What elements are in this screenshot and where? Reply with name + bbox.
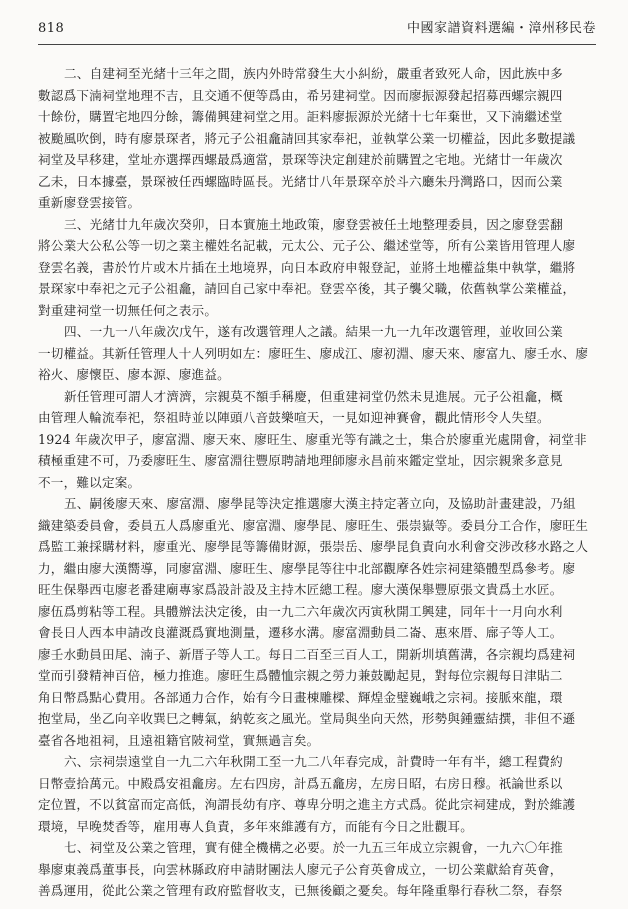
text-line: 景琛家中奉祀之元子公祖龕，請回自己家中奉祀。登雲卒後，其子襲父職，依舊執掌公業權益， [38,281,576,296]
text-line: 臺省各地祖祠，且遠祖籍官陂祠堂，實無過言矣。 [38,732,320,748]
page-number: 818 [38,21,65,36]
text-line: 七、祠堂及公業之管理，實有健全機構之必要。於一九五三年成立宗親會，一九六〇年推 [64,840,563,855]
text-line: 裕火、廖懷臣、廖本源、廖進益。 [38,367,230,382]
text-line: 四、一九一八年歲次戊午，遂有改選管理人之議。結果一九一九年改選管理，並收回公業 [64,324,563,339]
text-line: 登雲名義，書於竹片或木片插在土地境界，向日本政府申報登記，並將土地權益集中執掌，繼將 [38,259,576,275]
text-line: 力，繼由廖大漢嚮導，同廖富淵、廖旺生、廖學昆等往中北部觀摩各姓宗祠建築體型爲參考。廖 [38,560,576,576]
text-line: 祠堂及早移建，堂址亦選擇西螺最爲適當，景琛等決定創建於前購置之宅地。光緒廿一年歲次 [38,152,563,167]
text-line: 1924 年歲次甲子，廖富淵、廖天來、廖旺生、廖重光等有識之士，集合於廖重光處開會，祠堂非 [38,431,587,447]
text-line: 對重建祠堂一切無任何之表示。 [38,302,218,318]
text-line: 爲監工兼採購材料，廖重光、廖學昆等籌備財源，張崇岳、廖學昆負責向水利會交涉改移水路之人 [38,539,589,554]
text-line: 廖壬水動員田尾、湳子、新厝子等人工。每日二百至三百人工，開新圳填舊溝，各宗親均爲建祠 [38,646,576,662]
text-line: 三、光緒廿九年歲次癸卯，日本實施土地政策，廖登雲被任土地整理委員，因之廖登雲翻 [64,216,563,232]
text-line: 不一，難以定案。 [38,474,141,490]
text-line: 日幣壹拾萬元。中殿爲安祖龕房。左右四房，計爲五龕房，左房日昭，右房日穆。祇論世系以 [38,775,563,791]
text-line: 五、嗣後廖天來、廖富淵、廖學昆等決定推選廖大漢主持定著立向，及協助計畫建設，乃組 [64,496,576,511]
text-line: 由管理人輪流奉祀，祭祖時並以陣頭八音鼓樂喧天，一見如迎神賽會，觀此情形令人失望。 [38,410,550,425]
text-line: 舉廖東義爲董事長，向雲林縣政府申請財團法人廖元子公育英會成立，一切公業獻給育英會， [38,861,563,877]
text-line: 定位置，不以貧富而定高低，洵謂長幼有序、尊卑分明之進主方式爲。從此宗祠建成，對於維護 [38,797,576,812]
running-title: 中國家譜資料選編・漳州移民卷 [406,21,596,36]
text-line: 抱堂局，坐乙向辛收巽巳之轉氣，納乾亥之風光。堂局與坐向天然，形勢與鍾靈結撰，非但不遜 [38,711,576,726]
text-line: 六、宗祠崇遠堂自一九二六年秋開工至一九二八年春完成，計費時一年有半，總工程費約 [64,754,563,769]
text-line: 會長日人西本申請改良灌溉爲實地測量，遷移水溝。廖富淵動員二崙、惠來厝、廍子等人工。 [38,625,563,640]
header-rule [38,44,596,45]
text-line: 十餘份，購置宅地四分餘，籌備興建祠堂之用。詎料廖振源於光緒十七年棄世，又下湳繼述堂 [38,109,563,124]
text-line: 二、自建祠至光緒十三年之間，族内外時常發生大小糾紛，嚴重者致死人命，因此族中多 [64,66,563,81]
text-line: 織建築委員會，委員五人爲廖重光、廖富淵、廖學昆、廖旺生、張崇嶽等。委員分工合作，廖旺生 [38,517,589,533]
text-line: 角日幣爲點心費用。各部通力合作，始有今日畫棟雕樑、輝煌金璧巍峨之宗祠。接脈來龍，環 [38,689,563,705]
page-header [38,18,596,40]
text-line: 新任管理可謂人才濟濟，宗親莫不額手稱慶，但重建祠堂仍然未見進展。元子公祖龕，概 [64,388,563,404]
text-line: 積極重建不可，乃委廖旺生、廖富淵往豐原聘請地理師廖永昌前來鑑定堂址，因宗親衆多意見 [38,453,563,468]
text-line: 堂而引發精神百倍，極力推進。廖旺生爲體恤宗親之勞力兼鼓勵起見，對每位宗親每日津貼二 [38,668,563,683]
text-line: 一切權益。其新任管理人十人列明如左：廖旺生、廖成江、廖初淵、廖天來、廖富九、廖壬水、廖 [38,345,589,361]
text-line: 廖伍爲剪粘等工程。具體辦法決定後，由一九二六年歲次丙寅秋開工興建，同年十一月向水利 [38,603,563,619]
text-line: 數認爲下湳祠堂地理不吉，且交通不便等爲由，希另建祠堂。因而廖振源發起招募西螺宗親四 [38,87,563,103]
text-line: 乙未，日本據臺，景琛被任西螺臨時區長。光緒廿八年景琛卒於斗六廳朱丹灣路口，因而公業 [38,173,563,189]
body-text [38,63,596,902]
text-line: 善爲運用，從此公業之管理有政府監督收支，已無後顧之憂矣。每年隆重舉行春秋二祭，春祭 [38,883,563,898]
text-line: 將公業大公私公等一切之業主權姓名記載，元太公、元子公、繼述堂等，所有公業皆用管理人廖 [38,238,576,253]
text-line: 重新廖登雲接管。 [38,195,141,210]
text-line: 被颱風吹倒，時有廖景琛者，將元子公祖龕請回其家奉祀，並執掌公業一切權益，因此多數提議 [38,130,576,146]
text-line: 環境，早晚焚香等，雇用專人負責，多年來維護有方，而能有今日之壯觀耳。 [38,818,473,834]
text-line: 旺生保舉西屯廖老番建廟專家爲設計設及主持木匠總工程。廖大漢保舉豐原張文貴爲土水匠。 [38,582,563,597]
